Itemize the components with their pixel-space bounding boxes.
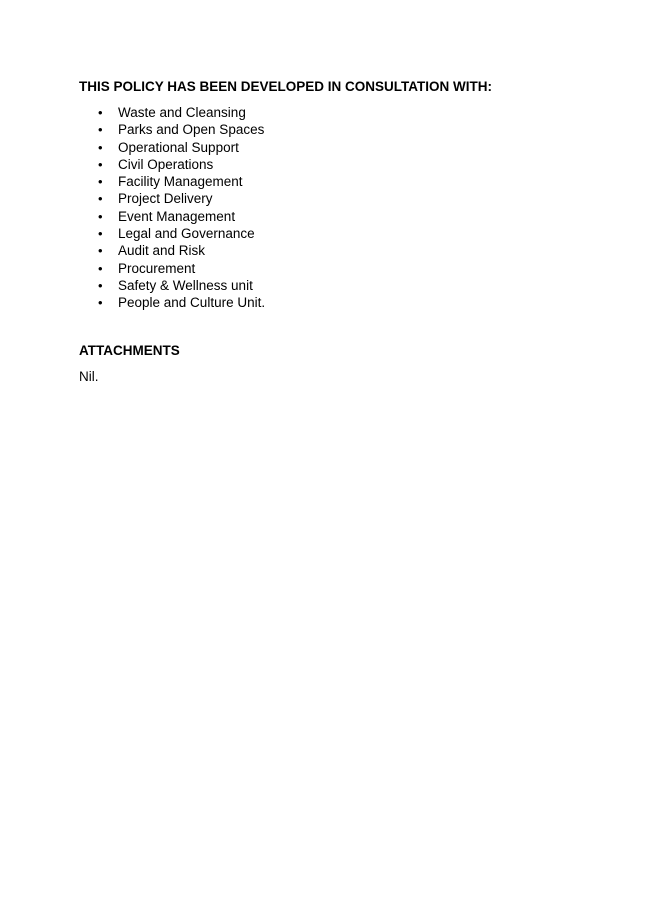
list-item-text: Legal and Governance: [118, 226, 255, 242]
bullet-icon: •: [98, 226, 103, 242]
bullet-icon: •: [98, 105, 103, 120]
bullet-icon: •: [98, 243, 103, 259]
bullet-icon: •: [98, 208, 103, 224]
consultation-heading: THIS POLICY HAS BEEN DEVELOPED IN CONSULTATION WITH:: [79, 79, 493, 94]
bullet-icon: •: [98, 139, 103, 155]
list-item-text: People and Culture Unit.: [118, 295, 266, 311]
attachments-text: Nil.: [79, 369, 99, 384]
bullet-icon: •: [98, 174, 103, 190]
list-item-text: Waste and Cleansing: [118, 105, 246, 120]
bullet-icon: •: [98, 122, 103, 138]
list-item-text: Parks and Open Spaces: [118, 122, 265, 138]
list-item-text: Project Delivery: [118, 191, 213, 207]
list-item-text: Facility Management: [118, 174, 243, 190]
list-item-text: Procurement: [118, 260, 196, 276]
bullet-icon: •: [98, 191, 103, 207]
list-item-text: Civil Operations: [118, 156, 214, 172]
list-item-text: Safety & Wellness unit: [118, 277, 253, 293]
list-item-text: Operational Support: [118, 139, 239, 155]
bullet-icon: •: [98, 277, 103, 293]
bullet-icon: •: [98, 156, 103, 172]
list-item-text: Audit and Risk: [118, 243, 206, 259]
list-item-text: Event Management: [118, 208, 236, 224]
bullet-icon: •: [98, 260, 103, 276]
bullet-icon: •: [98, 295, 103, 311]
attachments-heading: ATTACHMENTS: [79, 343, 180, 358]
